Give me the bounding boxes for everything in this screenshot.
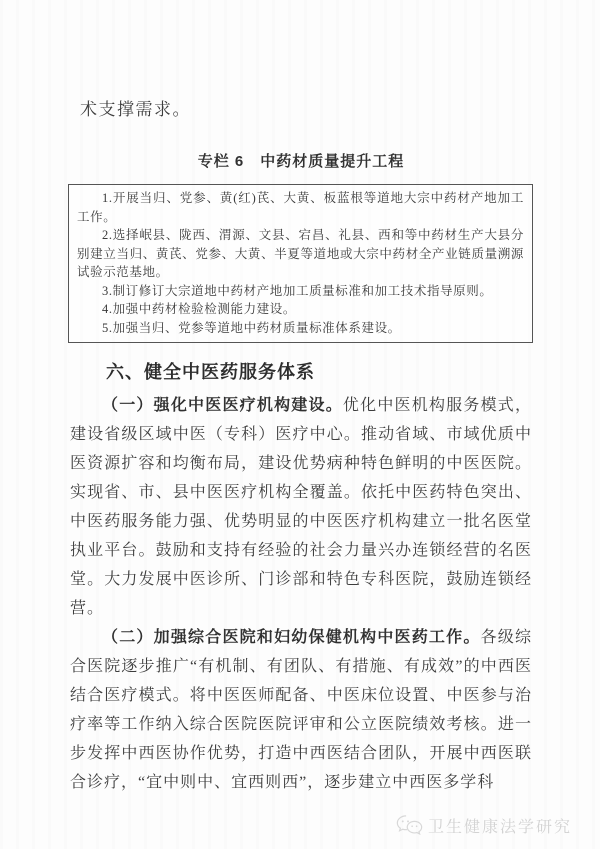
box-item: 1.开展当归、党参、黄(红)芪、大黄、板蓝根等道地大宗中药材产地加工工作。	[77, 191, 524, 224]
paragraph-lead: （二）加强综合医院和妇幼保健机构中医药工作。	[102, 629, 481, 646]
box-item: 4.加强中药材检验检测能力建设。	[102, 302, 296, 316]
paragraph-lead: （一）强化中医医疗机构建设。	[102, 397, 343, 414]
box-item: 3.制订修订大宗道地中药材产地加工质量标准和加工技术指导原则。	[102, 283, 493, 298]
watermark	[396, 814, 572, 837]
paragraph-body: 优化中医机构服务模式，建设省级区域中医（专科）医疗中心。推动省域、市域优质中医资源扩容和均衡布局，建设优势病种特色鲜明的中医医院。实现省、市、县中医医疗机构全覆盖。依托中医药特色突出、中医药服务能力强、优势明显的中医医疗机构建立一批名医堂执业平台。鼓励和支持有经验的社会力量兴办连锁经营的名医堂。大力发展中医诊所、门诊部和特色专科医院，鼓励连锁经营。	[70, 397, 532, 617]
watermark-text: 卫生健康法学研究	[427, 819, 572, 836]
paragraph	[70, 391, 532, 623]
column-box-title: 专栏 6 中药材质量提升工程	[197, 153, 405, 170]
box-item: 5.加强当归、党参等道地中药材质量标准体系建设。	[102, 320, 401, 335]
section-heading: 六、健全中医药服务体系	[106, 362, 315, 382]
paragraph	[70, 623, 532, 797]
body-continuation-line: 术支撑需求。	[80, 100, 191, 119]
paragraph-body: 各级综合医院逐步推广“有机制、有团队、有措施、有成效”的中西医结合医疗模式。将中医医师配备、中医床位设置、中医参与治疗率等工作纳入综合医院医院评审和公立医院绩效考核。进一步发挥中西医协作优势，打造中西医结合团队，开展中西医联合诊疗，“宜中则中、宜西则西”，逐步建立中西医多学科	[70, 629, 532, 791]
wechat-icon	[396, 814, 423, 837]
column-box	[68, 184, 533, 343]
box-item: 2.选择岷县、陇西、渭源、文县、宕昌、礼县、西和等中药材生产大县分别建立当归、黄芪、党参、大黄、半夏等道地或大宗中药材全产业链质量溯源试验示范基地。	[77, 228, 524, 279]
